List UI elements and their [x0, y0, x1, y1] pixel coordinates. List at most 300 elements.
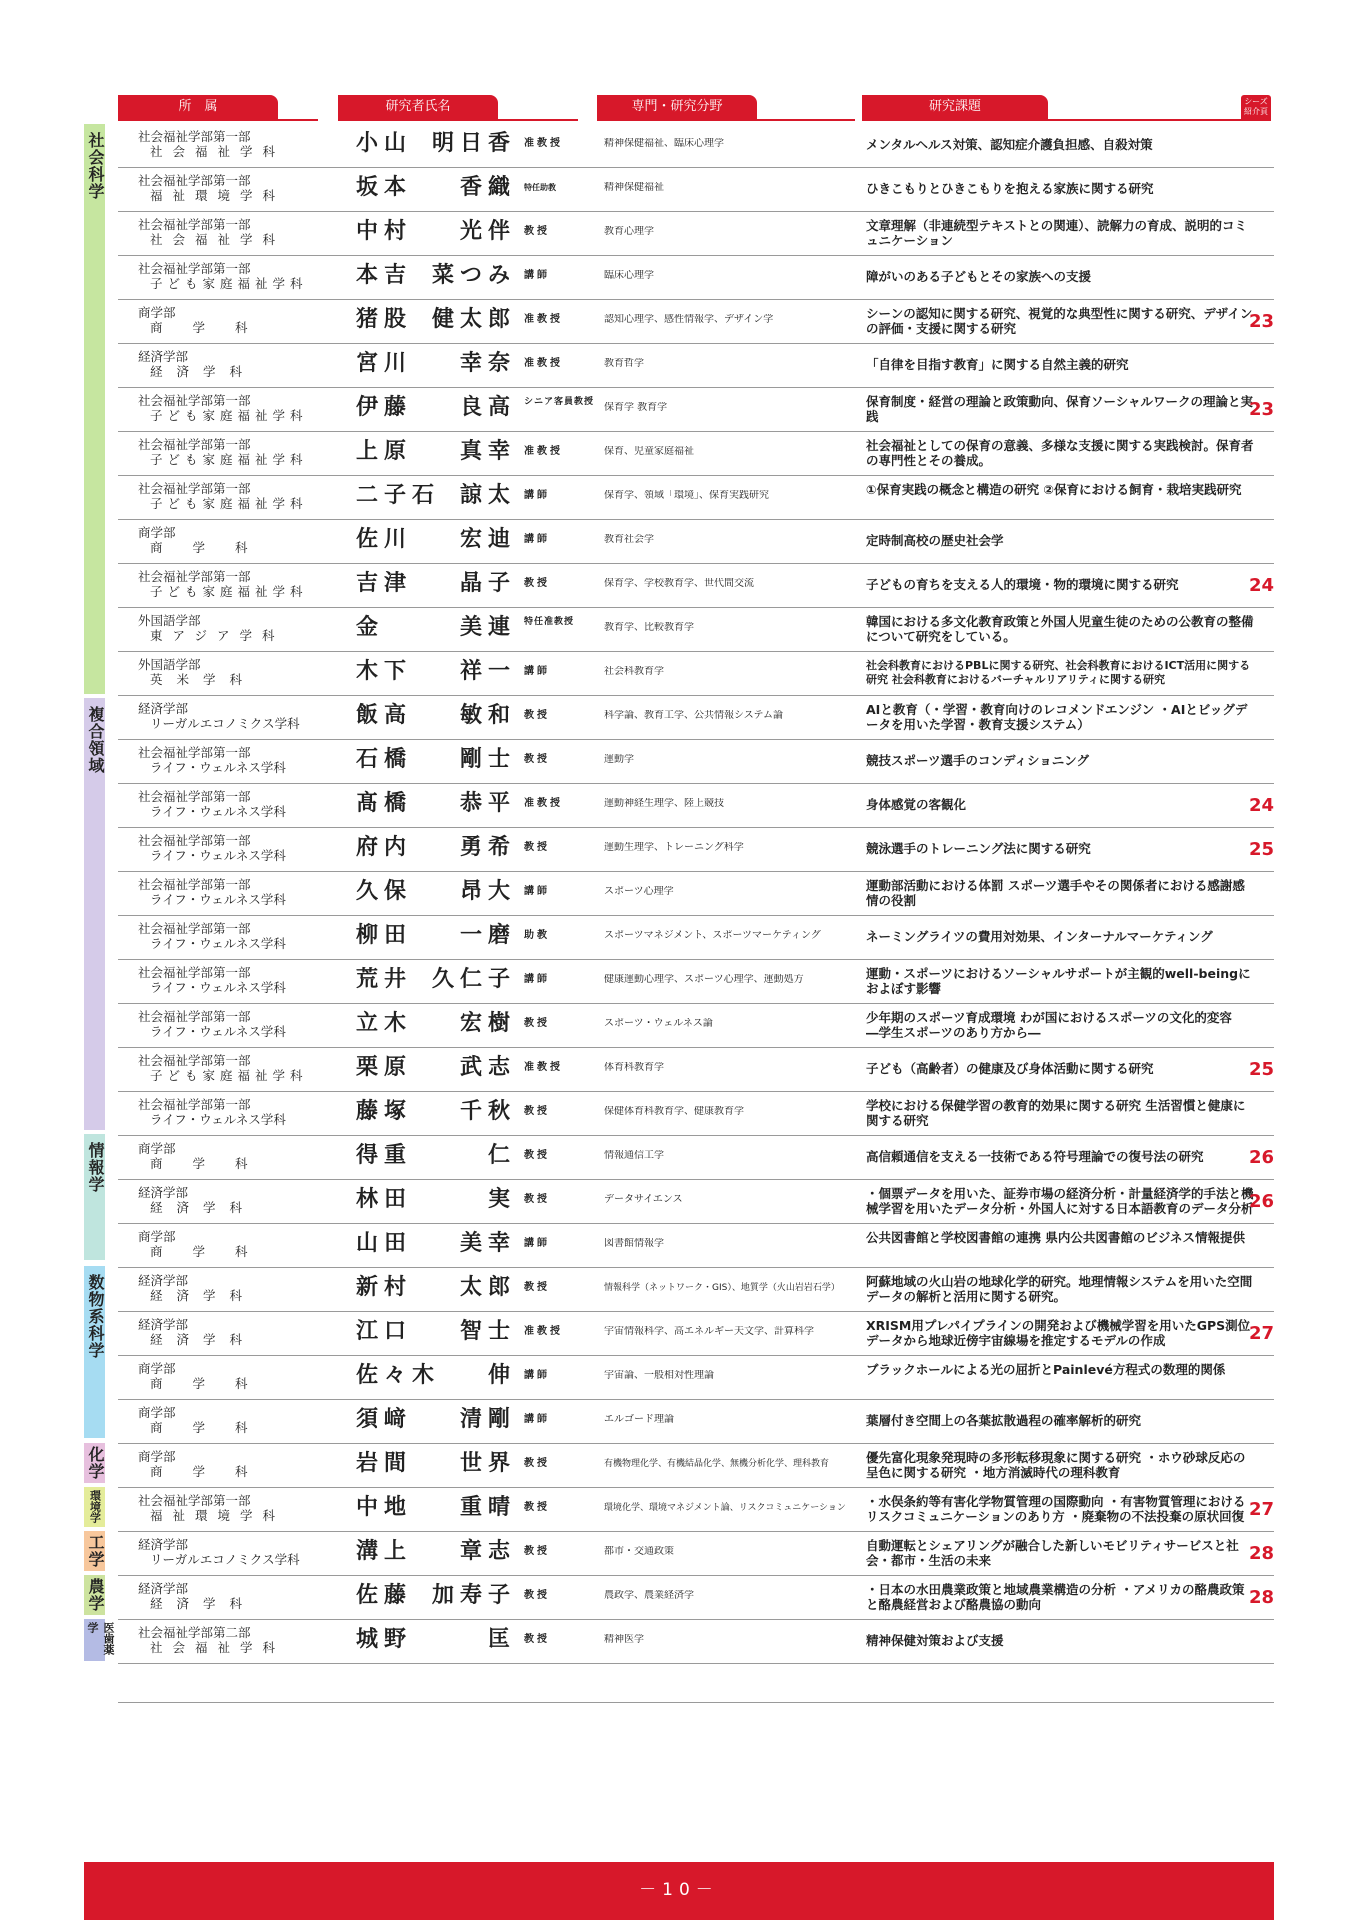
researcher-name — [356, 571, 516, 597]
department: 経済学部 — [138, 701, 189, 716]
given-name: 明日香 — [431, 131, 516, 156]
researcher-name — [356, 175, 516, 201]
research-topic: ・日本の水田農業政策と地域農業構造の分析 ・アメリカの酪農政策と酪農経営および酪農協の動向 — [866, 1582, 1245, 1612]
affiliation-cell — [138, 1537, 328, 1567]
affiliation-cell — [138, 569, 328, 599]
research-topic: 精神保健対策および支援 — [866, 1633, 1004, 1648]
academic-title: 教授 — [524, 1458, 550, 1469]
academic-title: 教授 — [524, 226, 550, 237]
header-seeds-page: シーズ紹介頁 — [1241, 95, 1271, 119]
subject: 商学科 — [150, 1376, 278, 1391]
table-row — [118, 1355, 1274, 1400]
research-topic: 子どもの育ちを支える人的環境・物的環境に関する研究 — [866, 577, 1179, 592]
researcher-name — [356, 1407, 516, 1433]
research-field: 健康運動心理学、スポーツ心理学、運動処方 — [604, 974, 804, 985]
researcher-name — [356, 1495, 516, 1521]
family-name: 伊藤 — [356, 395, 413, 420]
affiliation-cell — [138, 833, 328, 863]
research-field: 教育学、比較教育学 — [604, 622, 694, 633]
affiliation-cell — [138, 921, 328, 951]
affiliation-cell — [138, 1097, 328, 1127]
academic-title: 准教授 — [524, 798, 563, 809]
research-topic: XRISM用プレパイプラインの開発および機械学習を用いたGPS測位データから地球近傍宇宙線場を推定するモデルの作成 — [866, 1318, 1251, 1348]
department: 社会福祉学部第一部 — [138, 437, 251, 452]
table-row — [118, 783, 1274, 828]
seeds-page-number[interactable]: 27 — [1248, 1499, 1274, 1520]
subject: 商学科 — [150, 1156, 278, 1171]
research-field: 認知心理学、感性情報学、デザイン学 — [604, 314, 774, 325]
research-topic: ひきこもりとひきこもりを抱える家族に関する研究 — [866, 181, 1154, 196]
researcher-name — [356, 879, 516, 905]
given-name: 健太郎 — [431, 307, 516, 332]
table-row — [118, 387, 1274, 432]
family-name: 山田 — [356, 1231, 413, 1256]
research-topic: 高信頼通信を支える一技術である符号理論での復号法の研究 — [866, 1149, 1204, 1164]
department: 経済学部 — [138, 1537, 189, 1552]
researcher-name — [356, 395, 516, 421]
research-topic: ①保育実践の概念と構造の研究 ②保育における飼育・栽培実践研究 — [866, 482, 1242, 497]
given-name: 清剛 — [459, 1407, 516, 1432]
affiliation-cell — [138, 1317, 328, 1347]
given-name: 菜つみ — [431, 263, 516, 288]
department: 社会福祉学部第一部 — [138, 833, 251, 848]
researcher-name — [356, 1539, 516, 1565]
affiliation-cell — [138, 1009, 328, 1039]
subject: ライフ・ウェルネス学科 — [150, 760, 286, 775]
department: 外国語学部 — [138, 613, 201, 628]
academic-title: 教授 — [524, 1282, 550, 1293]
given-name: 剛士 — [459, 747, 516, 772]
research-topic: 優先富化現象発現時の多形転移現象に関する研究 ・ホウ砂球反応の呈色に関する研究 ・地方消滅時代の理科教育 — [866, 1450, 1246, 1480]
academic-title: 講師 — [524, 886, 550, 897]
academic-title: 教授 — [524, 1150, 550, 1161]
researcher-name — [356, 659, 516, 685]
subject: ライフ・ウェルネス学科 — [150, 980, 286, 995]
affiliation-cell — [138, 173, 328, 203]
subject: ライフ・ウェルネス学科 — [150, 1112, 286, 1127]
researcher-name — [356, 1363, 516, 1389]
subject: ライフ・ウェルネス学科 — [150, 892, 286, 907]
table-row — [118, 519, 1274, 564]
academic-title: 助教 — [524, 930, 550, 941]
research-field: 都市・交通政策 — [604, 1546, 674, 1557]
table-row — [118, 1003, 1274, 1048]
given-name: 晶子 — [459, 571, 516, 596]
subject: 商学科 — [150, 1464, 278, 1479]
subject: 商学科 — [150, 540, 278, 555]
academic-title: シニア客員教授 — [524, 397, 595, 407]
academic-title: 講師 — [524, 1238, 550, 1249]
family-name: 小山 — [356, 131, 413, 156]
research-field: 体育科教育学 — [604, 1062, 664, 1073]
given-name: 久仁子 — [431, 967, 516, 992]
seeds-page-number[interactable]: 26 — [1248, 1147, 1274, 1168]
affiliation-cell — [138, 305, 328, 335]
academic-title: 准教授 — [524, 446, 563, 457]
research-topic: 子ども（高齢者）の健康及び身体活動に関する研究 — [866, 1061, 1154, 1076]
academic-title: 教授 — [524, 754, 550, 765]
family-name: 金 — [356, 615, 379, 640]
researcher-name — [356, 527, 516, 553]
seeds-page-number[interactable]: 28 — [1248, 1587, 1274, 1608]
affiliation-cell — [138, 1581, 328, 1611]
family-name: 佐川 — [356, 527, 413, 552]
given-name: 重晴 — [459, 1495, 516, 1520]
subject: 経済学科 — [150, 1596, 257, 1611]
academic-title: 講師 — [524, 1414, 550, 1425]
family-name: 荒井 — [356, 967, 413, 992]
research-field: 情報通信工学 — [604, 1150, 664, 1161]
academic-title: 講師 — [524, 490, 550, 501]
department: 社会福祉学部第一部 — [138, 965, 251, 980]
given-name: 光伴 — [459, 219, 516, 244]
academic-title: 教授 — [524, 1018, 550, 1029]
family-name: 林田 — [356, 1187, 413, 1212]
subject: 経済学科 — [150, 364, 257, 379]
given-name: 千秋 — [459, 1099, 516, 1124]
research-topic: 競技スポーツ選手のコンディショニング — [866, 753, 1090, 768]
category-label: 数物系科学 — [86, 1274, 105, 1359]
given-name: 美連 — [459, 615, 516, 640]
department: 社会福祉学部第一部 — [138, 1097, 251, 1112]
research-topic: 公共図書館と学校図書館の連携 県内公共図書館のビジネス情報提供 — [866, 1230, 1245, 1245]
table-row — [118, 915, 1274, 960]
research-topic: 「自律を目指す教育」に関する自然主義的研究 — [866, 357, 1129, 372]
family-name: 猪股 — [356, 307, 413, 332]
family-name: 久保 — [356, 879, 413, 904]
given-name: 加寿子 — [431, 1583, 516, 1608]
given-name: 智士 — [459, 1319, 516, 1344]
subject: 社会福祉学科 — [150, 232, 286, 247]
table-row — [118, 563, 1274, 608]
family-name: 本吉 — [356, 263, 413, 288]
researcher-name — [356, 923, 516, 949]
research-field: 精神保健福祉、臨床心理学 — [604, 138, 724, 149]
header-researcher-label: 研究者氏名 — [385, 99, 451, 114]
research-topic: メンタルヘルス対策、認知症介護負担感、自殺対策 — [866, 137, 1153, 152]
table-row — [118, 1487, 1274, 1532]
researcher-name — [356, 1451, 516, 1477]
category-label: 社会科学 — [86, 132, 105, 200]
researcher-name — [356, 1627, 516, 1653]
research-field: 保育学、領域「環境」、保育実践研究 — [604, 490, 769, 501]
subject: 商学科 — [150, 320, 278, 335]
family-name: 得重 — [356, 1143, 413, 1168]
research-field: スポーツ・ウェルネス論 — [604, 1018, 713, 1029]
family-name: 江口 — [356, 1319, 413, 1344]
affiliation-cell — [138, 1229, 328, 1259]
family-name: 中地 — [356, 1495, 413, 1520]
family-name: 石橋 — [356, 747, 413, 772]
given-name: 伸 — [487, 1363, 516, 1388]
subject: 子ども家庭福祉学科 — [150, 408, 308, 423]
given-name: 恭平 — [459, 791, 516, 816]
research-topic: 社会科教育におけるPBLに関する研究、社会科教育におけるICT活用に関する研究 社会科教育におけるバーチャルリアリティに関する研究 — [866, 659, 1251, 686]
research-field: 教育哲学 — [604, 358, 644, 369]
seeds-page-number[interactable]: 25 — [1248, 1059, 1274, 1080]
academic-title: 講師 — [524, 666, 550, 677]
affiliation-cell — [138, 217, 328, 247]
academic-title: 教授 — [524, 578, 550, 589]
table-row — [118, 1179, 1274, 1224]
research-topic: 競泳選手のトレーニング法に関する研究 — [866, 841, 1091, 856]
research-field: スポーツマネジメント、スポーツマーケティング — [604, 930, 821, 941]
table-row — [118, 827, 1274, 872]
research-field: 保育学、学校教育学、世代間交流 — [604, 578, 754, 589]
table-row — [118, 431, 1274, 476]
family-name: 木下 — [356, 659, 413, 684]
affiliation-cell — [138, 877, 328, 907]
affiliation-cell — [138, 745, 328, 775]
subject: ライフ・ウェルネス学科 — [150, 804, 286, 819]
given-name: 世界 — [459, 1451, 516, 1476]
department: 商学部 — [138, 1405, 176, 1420]
academic-title: 教授 — [524, 1546, 550, 1557]
department: 社会福祉学部第一部 — [138, 481, 251, 496]
given-name: 真幸 — [459, 439, 516, 464]
table-row — [118, 1311, 1274, 1356]
affiliation-cell — [138, 1141, 328, 1171]
given-name: 良高 — [459, 395, 516, 420]
research-field: 宇宙情報科学、高エネルギー天文学、計算科学 — [604, 1326, 814, 1337]
category-label: 複合領域 — [86, 706, 105, 774]
affiliation-cell — [138, 1449, 328, 1479]
family-name: 中村 — [356, 219, 413, 244]
research-field: 保健体育科教育学、健康教育学 — [604, 1106, 744, 1117]
researcher-name — [356, 483, 516, 509]
research-topic: 社会福祉としての保育の意義、多様な支援に関する実践検討。保育者の専門性とその養成。 — [866, 438, 1254, 468]
affiliation-cell — [138, 393, 328, 423]
academic-title: 准教授 — [524, 1062, 563, 1073]
academic-title: 教授 — [524, 1634, 550, 1645]
department: 社会福祉学部第二部 — [138, 1625, 251, 1640]
department: 商学部 — [138, 1141, 176, 1156]
subject: ライフ・ウェルネス学科 — [150, 848, 286, 863]
research-topic: シーンの認知に関する研究、視覚的な典型性に関する研究、デザインの評価・支援に関する研究 — [866, 306, 1253, 336]
seeds-page-number[interactable]: 24 — [1248, 795, 1274, 816]
researcher-name — [356, 1319, 516, 1345]
department: 社会福祉学部第一部 — [138, 261, 251, 276]
research-field: 臨床心理学 — [604, 270, 654, 281]
department: 商学部 — [138, 1449, 176, 1464]
family-name: 飯高 — [356, 703, 413, 728]
affiliation-cell — [138, 1361, 328, 1391]
researcher-name — [356, 131, 516, 157]
affiliation-cell — [138, 701, 328, 731]
subject: 東アジア学科 — [150, 628, 285, 643]
table-row — [118, 1267, 1274, 1312]
department: 社会福祉学部第一部 — [138, 173, 251, 188]
given-name: 章志 — [459, 1539, 516, 1564]
department: 社会福祉学部第一部 — [138, 877, 251, 892]
given-name: 敏和 — [459, 703, 516, 728]
research-topic: ・水俣条約等有害化学物質管理の国際動向 ・有害物質管理におけるリスクコミュニケーションのあり方 ・廃棄物の不法投棄の原状回復 — [866, 1494, 1246, 1524]
family-name: 新村 — [356, 1275, 413, 1300]
subject: 子ども家庭福祉学科 — [150, 276, 308, 291]
given-name: 昂大 — [459, 879, 516, 904]
academic-title: 教授 — [524, 1590, 550, 1601]
affiliation-cell — [138, 1405, 328, 1435]
subject: 福祉環境学科 — [150, 1508, 286, 1523]
research-topic: 韓国における多文化教育政策と外国人児童生徒のための公教育の整備について研究をしている。 — [866, 614, 1254, 644]
research-topic: 葉層付き空間上の各葉拡散過程の確率解析的研究 — [866, 1413, 1142, 1428]
researcher-name — [356, 1275, 516, 1301]
academic-title: 特任助教 — [524, 183, 556, 192]
subject: リーガルエコノミクス学科 — [150, 716, 300, 731]
table-row — [118, 343, 1274, 388]
subject: 経済学科 — [150, 1332, 257, 1347]
seeds-page-number[interactable]: 27 — [1248, 1323, 1274, 1344]
research-topic: 定時制高校の歴史社会学 — [866, 533, 1004, 548]
seeds-page-number[interactable]: 28 — [1248, 1543, 1274, 1564]
department: 社会福祉学部第一部 — [138, 921, 251, 936]
category-label: 環境学 — [88, 1490, 102, 1523]
affiliation-cell — [138, 129, 328, 159]
researcher-name — [356, 615, 516, 641]
seeds-page-number[interactable]: 25 — [1248, 839, 1274, 860]
seeds-page-number[interactable]: 23 — [1248, 311, 1274, 332]
research-field: 教育社会学 — [604, 534, 654, 545]
research-field: スポーツ心理学 — [604, 886, 674, 897]
research-topic: 少年期のスポーツ育成環境 わが国におけるスポーツの文化的変容 ―学生スポーツのあり方から― — [866, 1010, 1245, 1040]
research-field: 情報科学（ネットワーク・GIS）、地質学（火山岩岩石学） — [604, 1283, 840, 1293]
family-name: 坂本 — [356, 175, 413, 200]
research-topic: ブラックホールによる光の屈折とPainlevé方程式の数理的関係 — [866, 1362, 1226, 1377]
category-label: 医歯薬学 — [86, 1622, 115, 1655]
research-topic: ネーミングライツの費用対効果、インターナルマーケティング — [866, 929, 1213, 944]
research-topic: 運動部活動における体罰 スポーツ選手やその関係者における感謝感情の役割 — [866, 878, 1245, 908]
family-name: 二子石 — [356, 483, 441, 508]
academic-title: 准教授 — [524, 314, 563, 325]
given-name: 諒太 — [459, 483, 516, 508]
department: 経済学部 — [138, 1273, 189, 1288]
table-row — [118, 123, 1274, 168]
researcher-name — [356, 1187, 516, 1213]
research-field: 保育学 教育学 — [604, 402, 668, 413]
researcher-name — [356, 967, 516, 993]
department: 商学部 — [138, 525, 176, 540]
category-label: 情報学 — [86, 1142, 105, 1193]
research-topic: 自動運転とシェアリングが融合した新しいモビリティサービスと社会・都市・生活の未来 — [866, 1538, 1239, 1568]
table-row — [118, 167, 1274, 212]
given-name: 美幸 — [459, 1231, 516, 1256]
subject: 社会福祉学科 — [150, 1640, 286, 1655]
table-row — [118, 607, 1274, 652]
research-field: 教育心理学 — [604, 226, 654, 237]
family-name: 髙橋 — [356, 791, 413, 816]
subject: 子ども家庭福祉学科 — [150, 584, 308, 599]
researcher-name — [356, 351, 516, 377]
page-number: －10－ — [639, 1880, 719, 1900]
table-row — [118, 1399, 1274, 1444]
table-row — [118, 255, 1274, 300]
table-row — [118, 211, 1274, 256]
subject: 商学科 — [150, 1244, 278, 1259]
family-name: 柳田 — [356, 923, 413, 948]
research-field: 運動生理学、トレーニング科学 — [604, 842, 744, 853]
researcher-name — [356, 1231, 516, 1257]
academic-title: 准教授 — [524, 138, 563, 149]
given-name: 武志 — [459, 1055, 516, 1080]
header-affiliation-label: 所 属 — [178, 99, 218, 114]
subject: 経済学科 — [150, 1200, 257, 1215]
research-field: 精神保健福祉 — [604, 182, 664, 193]
research-topic: 身体感覚の客観化 — [866, 797, 967, 812]
family-name: 岩間 — [356, 1451, 413, 1476]
header-topic-label: 研究課題 — [928, 99, 981, 114]
subject: 子ども家庭福祉学科 — [150, 1068, 308, 1083]
table-bottom-divider — [118, 1702, 1274, 1703]
table-row — [118, 1135, 1274, 1180]
table-row — [118, 651, 1274, 696]
research-topic: 運動・スポーツにおけるソーシャルサポートが主観的well-beingにおよぼす影響 — [866, 966, 1251, 996]
seeds-page-number[interactable]: 24 — [1248, 575, 1274, 596]
seeds-page-number[interactable]: 26 — [1248, 1191, 1274, 1212]
given-name: 宏樹 — [459, 1011, 516, 1036]
table-row — [118, 475, 1274, 520]
research-field: 環境化学、環境マネジメント論、リスクコミュニケーション — [604, 1503, 846, 1513]
subject: 子ども家庭福祉学科 — [150, 452, 308, 467]
subject: 福祉環境学科 — [150, 188, 286, 203]
affiliation-cell — [138, 1185, 328, 1215]
academic-title: 教授 — [524, 842, 550, 853]
research-topic: 保育制度・経営の理論と政策動向、保育ソーシャルワークの理論と実践 — [866, 394, 1254, 424]
researcher-name — [356, 307, 516, 333]
research-topic: ・個票データを用いた、証券市場の経済分析・計量経済学的手法と機械学習を用いたデータ分析・外国人に対する日本語教育のデータ分析 — [866, 1186, 1254, 1216]
affiliation-cell — [138, 1273, 328, 1303]
academic-title: 特任准教授 — [524, 617, 575, 627]
given-name: 香織 — [459, 175, 516, 200]
researcher-name — [356, 1055, 516, 1081]
subject: 経済学科 — [150, 1288, 257, 1303]
given-name: 祥一 — [459, 659, 516, 684]
table-row — [118, 1531, 1274, 1576]
researcher-name — [356, 439, 516, 465]
affiliation-cell — [138, 789, 328, 819]
subject: リーガルエコノミクス学科 — [150, 1552, 300, 1567]
table-row — [118, 695, 1274, 740]
department: 社会福祉学部第一部 — [138, 789, 251, 804]
table-row — [118, 959, 1274, 1004]
affiliation-cell — [138, 1493, 328, 1523]
given-name: 匡 — [487, 1627, 516, 1652]
academic-title: 教授 — [524, 1194, 550, 1205]
researcher-name — [356, 263, 516, 289]
research-topic: 文章理解（非連続型テキストとの関連）、読解力の育成、説明的コミュニケーション — [866, 218, 1248, 248]
academic-title: 教授 — [524, 710, 550, 721]
family-name: 吉津 — [356, 571, 413, 596]
department: 社会福祉学部第一部 — [138, 1053, 251, 1068]
subject: 商学科 — [150, 1420, 278, 1435]
department: 社会福祉学部第一部 — [138, 745, 251, 760]
research-topic: 学校における保健学習の教育的効果に関する研究 生活習慣と健康に関する研究 — [866, 1098, 1246, 1128]
given-name: 勇希 — [459, 835, 516, 860]
subject: ライフ・ウェルネス学科 — [150, 936, 286, 951]
department: 経済学部 — [138, 1317, 189, 1332]
family-name: 府内 — [356, 835, 413, 860]
family-name: 城野 — [356, 1627, 413, 1652]
department: 社会福祉学部第一部 — [138, 217, 251, 232]
subject: 英米学科 — [150, 672, 257, 687]
department: 経済学部 — [138, 1185, 189, 1200]
subject: ライフ・ウェルネス学科 — [150, 1024, 286, 1039]
research-field: 宇宙論、一般相対性理論 — [604, 1370, 714, 1381]
seeds-page-number[interactable]: 23 — [1248, 399, 1274, 420]
research-field: 運動神経生理学、陸上競技 — [604, 798, 724, 809]
category-label: 農学 — [86, 1578, 105, 1612]
subject: 社会福祉学科 — [150, 144, 286, 159]
table-row — [118, 1091, 1274, 1136]
